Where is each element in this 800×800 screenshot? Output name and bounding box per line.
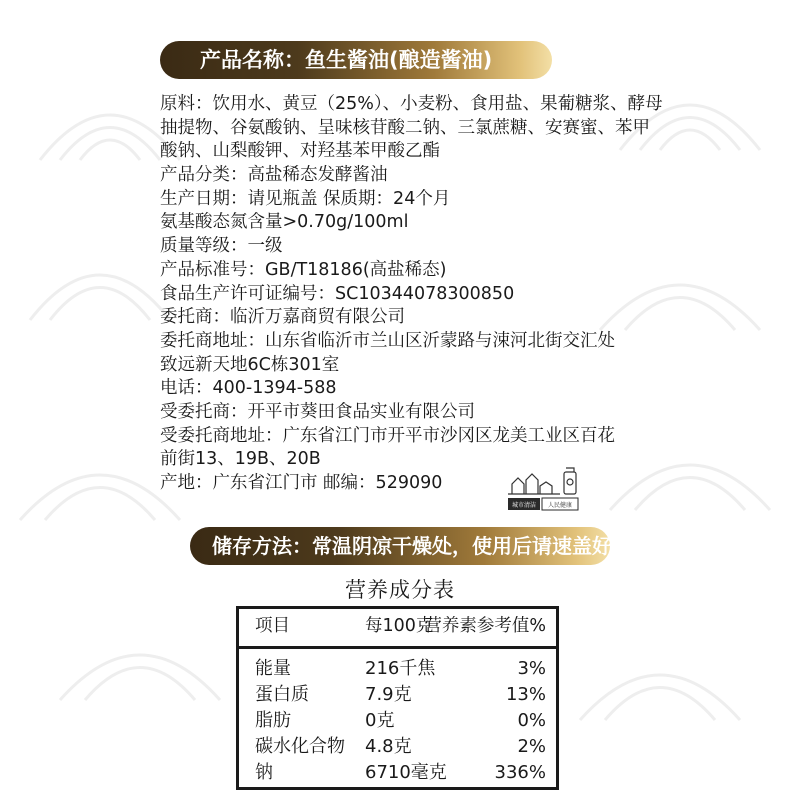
info-line: 原料：饮用水、黄豆（25%）、小麦粉、食用盐、果葡糖浆、酵母 [160,94,663,114]
product-name-banner: 产品名称：鱼生酱油(酿造酱油) [160,41,552,79]
table-row: 蛋白质 7.9克 13% [255,684,546,705]
info-line: 受委托商：开平市葵田食品实业有限公司 [160,401,475,422]
info-line: 致远新天地6C栋301室 [160,354,340,375]
info-line: 前街13、19B、20B [160,449,321,470]
svg-text:城市清洁: 城市清洁 [511,502,537,509]
info-line: 氨基酸态氮含量>0.70g/100ml [160,212,409,233]
header-per-100g: 每100克 [365,616,434,636]
table-row: 碳水化合物 4.8克 2% [255,736,546,757]
info-line: 产品分类：高盐稀态发酵酱油 [160,165,388,186]
info-line: 抽提物、谷氨酸钠、呈味核苷酸二钠、三氯蔗糖、安赛蜜、苯甲 [160,117,650,138]
info-line: 产地：广东省江门市 邮编：529090 [160,473,443,493]
table-row: 钠 6710毫克 336% [255,762,546,783]
product-info-block [160,93,663,496]
nutrition-table [236,606,559,790]
header-item: 项目 [255,616,290,636]
info-line: 产品标准号：GB/T18186(高盐稀态) [160,259,447,280]
nutrition-title: 营养成分表 [345,578,455,602]
header-nrv: 营养素参考值% [424,616,546,636]
nutrition-table-header [239,609,556,649]
info-line: 委托商：临沂万嘉商贸有限公司 [160,307,405,328]
info-line: 质量等级：一级 [160,236,283,257]
info-line: 受委托商地址：广东省江门市开平市沙冈区龙美工业区百花 [160,425,615,446]
info-line: 生产日期：请见瓶盖 保质期：24个月 [160,188,451,209]
svg-text:人民健康: 人民健康 [547,502,573,509]
table-row: 脂肪 0克 0% [255,710,546,731]
info-line: 电话：400-1394-588 [160,378,337,399]
table-row: 能量 216千焦 3% [255,658,546,679]
storage-method-banner: 储存方法：常温阴凉干燥处，使用后请速盖好 [190,527,610,565]
info-line: 食品生产许可证编号：SC10344078300850 [160,283,515,304]
city-clean-badge-icon [506,462,586,512]
info-line: 酸钠、山梨酸钾、对羟基苯甲酸乙酯 [160,141,440,162]
info-line: 委托商地址：山东省临沂市兰山区沂蒙路与涑河北街交汇处 [160,330,615,351]
